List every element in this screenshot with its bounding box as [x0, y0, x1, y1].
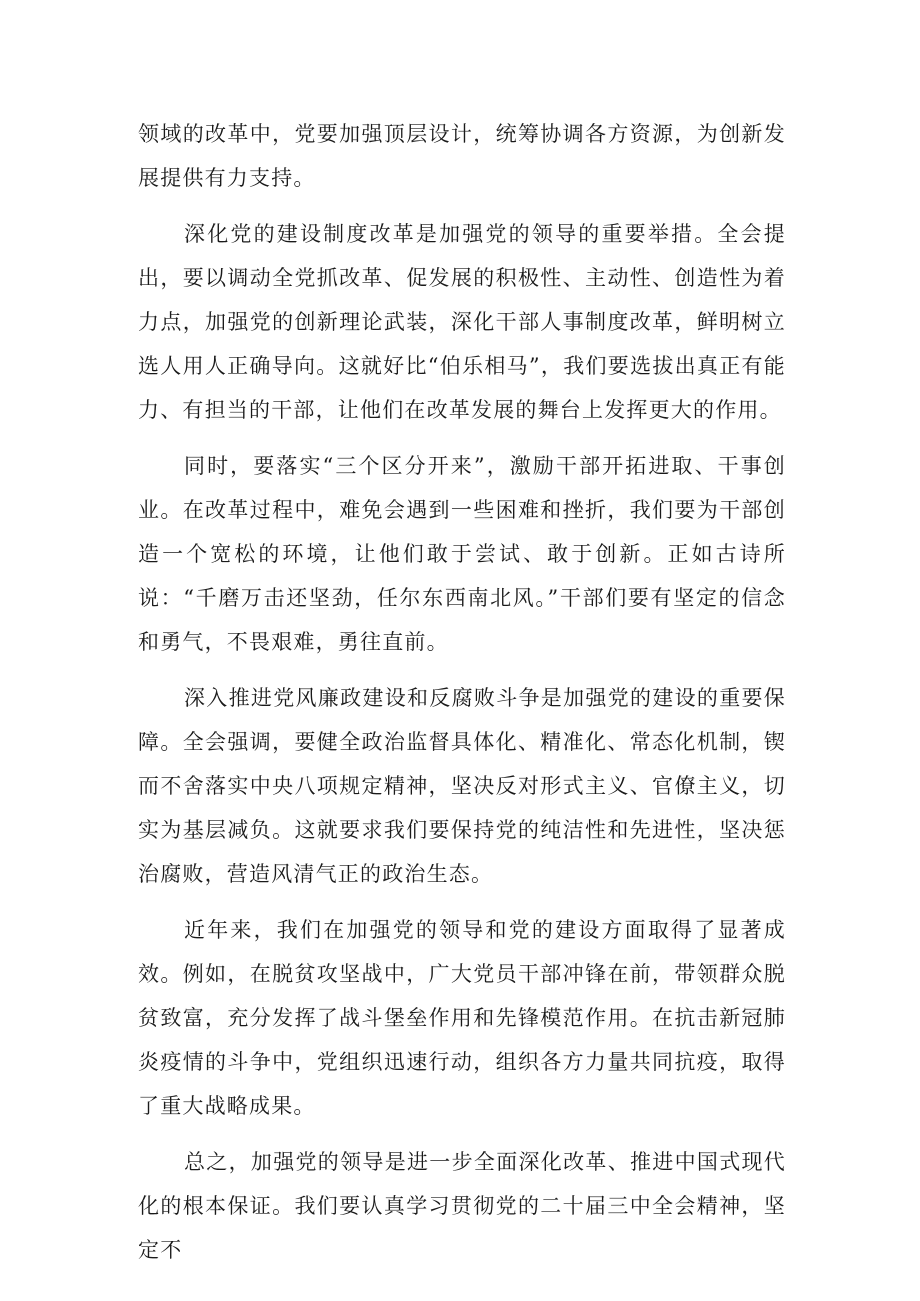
paragraph-1: 领域的改革中，党要加强顶层设计，统筹协调各方资源，为创新发展提供有力支持。: [138, 122, 786, 190]
paragraph-3: 同时，要落实“三个区分开来”，激励干部开拓进取、干事创业。在改革过程中，难免会遇到一些困难和挫折，我们要为干部创造一个宽松的环境，让他们敢于尝试、敢于创新。正如古诗所说：“千磨万击还坚劲，任尔东西南北风。”干部们要有坚定的信念和勇气，不畏艰难，勇往直前。: [138, 454, 786, 654]
paragraph-5: 近年来，我们在加强党的领导和党的建设方面取得了显著成效。例如，在脱贫攻坚战中，广大党员干部冲锋在前，带领群众脱贫致富，充分发挥了战斗堡垒作用和先锋模范作用。在抗击新冠肺炎疫情的斗争中，党组织迅速行动，组织各方力量共同抗疫，取得了重大战略成果。: [138, 918, 786, 1118]
paragraph-2: 深化党的建设制度改革是加强党的领导的重要举措。全会提出，要以调动全党抓改革、促发展的积极性、主动性、创造性为着力点，加强党的创新理论武装，深化干部人事制度改革，鲜明树立选人用人正确导向。这就好比“伯乐相马”，我们要选拔出真正有能力、有担当的干部，让他们在改革发展的舞台上发挥更大的作用。: [138, 222, 786, 422]
paragraph-6: 总之，加强党的领导是进一步全面深化改革、推进中国式现代化的根本保证。我们要认真学习贯彻党的二十届三中全会精神，坚定不: [138, 1150, 786, 1262]
paragraph-4: 深入推进党风廉政建设和反腐败斗争是加强党的建设的重要保障。全会强调，要健全政治监督具体化、精准化、常态化机制，锲而不舍落实中央八项规定精神，坚决反对形式主义、官僚主义，切实为基层减负。这就要求我们要保持党的纯洁性和先进性，坚决惩治腐败，营造风清气正的政治生态。: [138, 686, 786, 886]
document-body: [138, 112, 786, 1272]
